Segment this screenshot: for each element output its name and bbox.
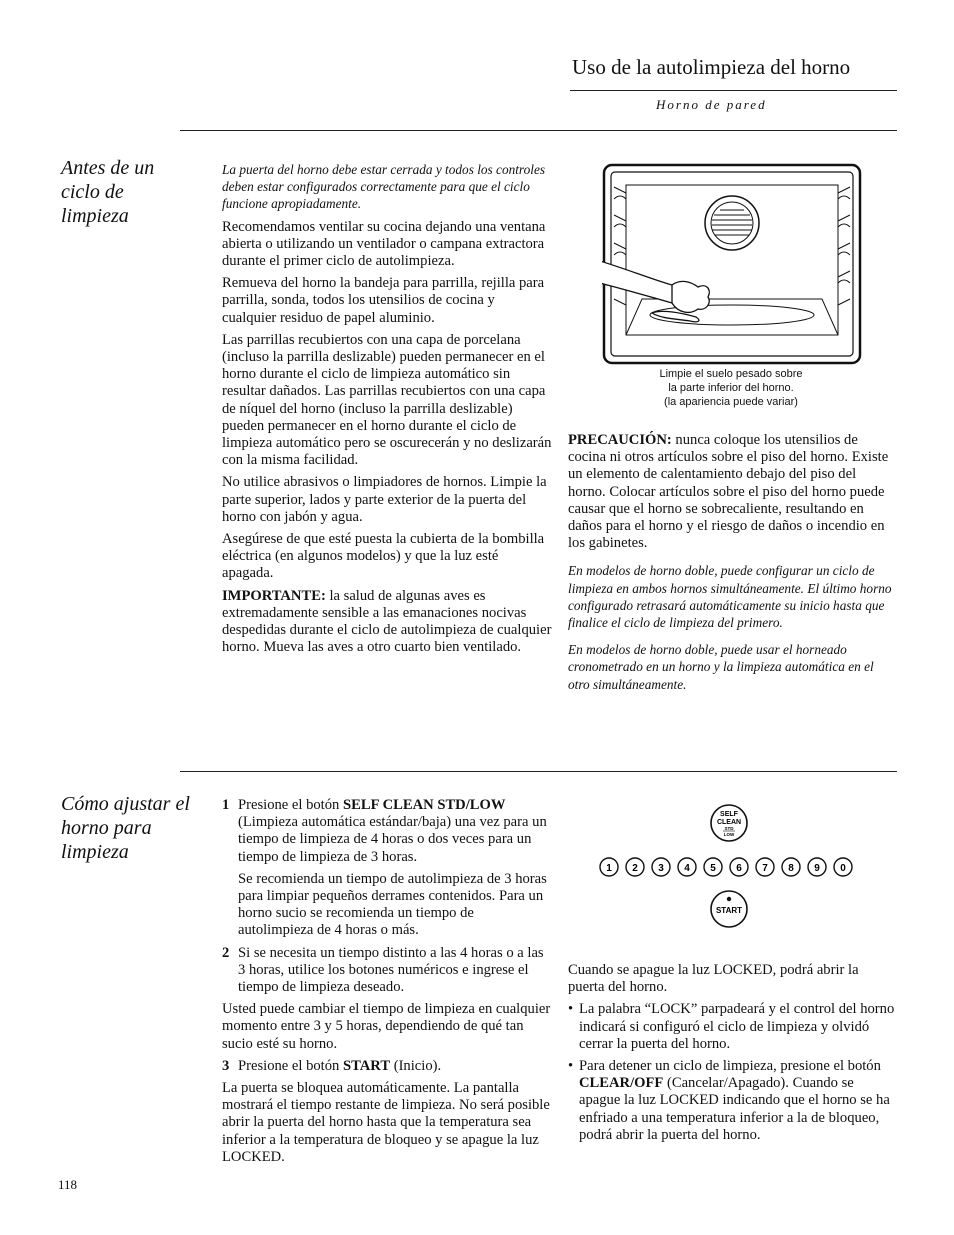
- digit-label-7: 7: [762, 863, 768, 874]
- important-label: IMPORTANTE:: [222, 587, 326, 604]
- control-keypad: [598, 800, 860, 930]
- digit-key-0: [834, 858, 852, 876]
- caption-line-1: Limpie el suelo pesado sobre: [659, 368, 803, 380]
- important-text: la salud de algunas aves es extremadamente sensible a las emanaciones nocivas despedidas durante el ciclo de autolimpieza de cualquier horno. Mueva las aves a otro cuarto bien ventilado.: [222, 587, 552, 656]
- step-1-rest: (Limpieza automática estándar/baja) una vez para un tiempo de limpieza de 4 horas o dos veces para un tiempo de limpieza de 3 horas.: [238, 814, 547, 865]
- digit-key-2: [626, 858, 644, 876]
- section2-right-column: [568, 962, 896, 1149]
- italic-double-oven-2: En modelos de horno doble, puede usar el horneado cronometrado en un horno y la limpieza automática en el otro simultáneamente.: [568, 642, 874, 692]
- step-1: [222, 797, 552, 866]
- paragraph-no-abrasives: No utilice abrasivos o limpiadores de hornos. Limpie la parte superior, lados y parte exterior de la puerta del horno con jabón y agua.: [222, 474, 547, 525]
- self-clean-line1: SELF: [720, 811, 738, 818]
- page-number: 118: [58, 1177, 78, 1192]
- paragraph-locked-off: Cuando se apague la luz LOCKED, podrá abrir la puerta del horno.: [568, 962, 859, 996]
- oven-illustration: [602, 163, 862, 365]
- paragraph-ventilate: Recomendamos ventilar su cocina dejando una ventana abierta o utilizando un ventilador o campana extractora durante el primer ciclo de autolimpieza.: [222, 218, 546, 270]
- page-title: Uso de la autolimpieza del horno: [572, 55, 851, 79]
- paragraph-important: [222, 588, 552, 657]
- digit-label-6: 6: [736, 863, 742, 874]
- step-3-button-name: START: [342, 1057, 391, 1074]
- self-clean-line3: STD: [724, 826, 734, 831]
- digit-label-0: 0: [840, 863, 846, 874]
- section1-left-column: [222, 161, 552, 661]
- section-heading-set-clean: Cómo ajustar el horno para limpieza: [61, 793, 190, 863]
- step-3-pre: Presione el botón: [238, 1057, 343, 1074]
- caution-text: nunca coloque los utensilios de cocina ni otros artículos sobre el piso del horno. Existe un elemento de calentamiento debajo del piso del horno. Colocar artículos sobre el piso del horno puede causar que el horno se sobrecaliente, resultando en daños para el horno y el riesgo de daños o incendio en los gabinetes.: [568, 432, 889, 552]
- step-3-number: 3: [222, 1057, 230, 1074]
- section1-right-column: [568, 432, 896, 698]
- digit-label-3: 3: [658, 863, 664, 874]
- digit-key-4: [678, 858, 696, 876]
- digit-label-1: 1: [606, 863, 612, 874]
- self-clean-line2: CLEAN: [716, 819, 742, 826]
- paragraph-change-time: Usted puede cambiar el tiempo de limpieza en cualquier momento entre 3 y 5 horas, dependiendo de qué tan sucio esté su horno.: [222, 1001, 551, 1052]
- step-3: [222, 1058, 552, 1075]
- bullet-dot: •: [568, 1001, 574, 1018]
- step-1-number: 1: [222, 797, 230, 813]
- bullet-dot: •: [568, 1058, 574, 1075]
- bullet-stop-button-name: CLEAR/OFF: [579, 1075, 664, 1092]
- section2-left-column: [222, 797, 552, 1171]
- step-1-pre: Presione el botón: [238, 797, 343, 813]
- bullet-stop-cycle: [568, 1058, 896, 1144]
- digit-key-5: [704, 858, 722, 876]
- paragraph-light-cover: Asegúrese de que esté puesta la cubierta de la bombilla eléctrica (en algunos modelos) y que la luz esté apagada.: [222, 531, 545, 582]
- digit-label-9: 9: [814, 863, 820, 874]
- digit-label-4: 4: [684, 863, 690, 874]
- step-2-number: 2: [222, 944, 230, 961]
- digit-key-7: [756, 858, 774, 876]
- bullet-lock-text: La palabra “LOCK” parpadeará y el control del horno indicará si configuró el ciclo de limpieza y olvidó cerrar la puerta del horno.: [579, 1001, 895, 1052]
- start-indicator-dot: [727, 897, 731, 901]
- digit-key-3: [652, 858, 670, 876]
- step-2: [222, 945, 552, 997]
- bullet-stop-pre: Para detener un ciclo de limpieza, presione el botón: [579, 1058, 881, 1075]
- header-rule-short: [570, 90, 897, 91]
- paragraph-caution: [568, 432, 896, 552]
- oven-caption: [616, 367, 846, 409]
- section-divider: [180, 771, 897, 772]
- step-2-text: Si se necesita un tiempo distinto a las 4 horas o a las 3 horas, utilice los botones numéricos e ingrese el tiempo de limpieza deseado.: [238, 944, 544, 996]
- step-3-rest: (Inicio).: [390, 1057, 442, 1074]
- step-1-button-name: SELF CLEAN STD/LOW: [342, 797, 506, 813]
- self-clean-button: [711, 805, 747, 841]
- digit-key-1: [600, 858, 618, 876]
- digit-key-9: [808, 858, 826, 876]
- bullet-lock-flash: [568, 1001, 896, 1053]
- caption-line-2: la parte inferior del horno.: [668, 382, 794, 394]
- caption-line-3: (la apariencia puede variar): [664, 396, 798, 408]
- self-clean-line4: LOW: [723, 832, 735, 837]
- digit-label-8: 8: [788, 863, 794, 874]
- step-1-note: Se recomienda un tiempo de autolimpieza de 3 horas para limpiar pequeños derrames contenidos. Para un horno sucio se recomienda un tiempo de autolimpieza de 4 horas o más.: [238, 870, 547, 939]
- intro-italic: La puerta del horno debe estar cerrada y todos los controles deben estar configurados correctamente para que el ciclo funcione apropiadamente.: [222, 162, 546, 212]
- bullet-stop-rest: (Cancelar/Apagado). Cuando se apague la luz LOCKED indicando que el horno se ha enfriado a una temperatura inferior a la de bloqueo, podrá abrir la puerta del horno.: [579, 1075, 890, 1143]
- section-heading-before-cleaning: Antes de un ciclo de limpieza: [61, 157, 155, 227]
- italic-double-oven-1: En modelos de horno doble, puede configurar un ciclo de limpieza en ambos hornos simultáneamente. El último horno configurado retrasará automáticamente su inicio hasta que finalice el ciclo de limpieza del primero.: [568, 563, 892, 631]
- number-keys: [600, 858, 852, 876]
- digit-key-6: [730, 858, 748, 876]
- paragraph-door-locks: La puerta se bloquea automáticamente. La pantalla mostrará el tiempo restante de limpieza. No será posible abrir la puerta del horno hasta que la temperatura sea inferior a la temperatura de bloqueo y se apague la luz LOCKED.: [222, 1080, 550, 1165]
- header-rule-long: [180, 130, 897, 131]
- page-subtitle: Horno de pared: [656, 97, 767, 112]
- paragraph-racks: Las parrillas recubiertos con una capa de porcelana (incluso la parrilla deslizable) pueden permanecer en el horno durante el ciclo de limpieza automático sin resultar dañados. Las parrillas recubiertos con una capa de níquel del horno (incluso la parrilla deslizable) pueden permanecer en el horno durante el ciclo de limpieza automático pero se oscurecerán y no deslizarán con la misma facilidad.: [222, 331, 552, 469]
- digit-key-8: [782, 858, 800, 876]
- digit-label-5: 5: [710, 863, 716, 874]
- digit-label-2: 2: [632, 863, 638, 874]
- caution-label: PRECAUCIÓN:: [568, 432, 672, 448]
- start-button: [711, 891, 747, 927]
- oven-fan-icon: [705, 196, 759, 250]
- start-label: START: [715, 906, 743, 915]
- paragraph-remove-items: Remueva del horno la bandeja para parrilla, rejilla para parrilla, sonda, todos los utensilios de cocina y cualquier residuo de papel aluminio.: [222, 275, 545, 326]
